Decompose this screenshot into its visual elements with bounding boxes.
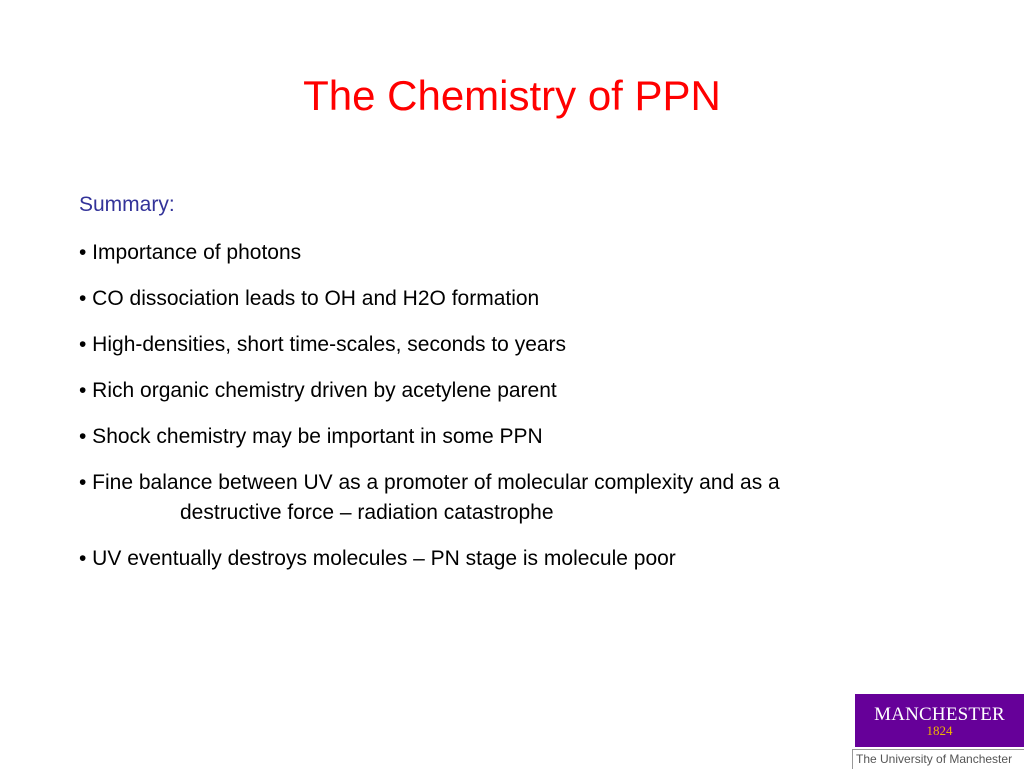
- bullet-item: [79, 544, 959, 574]
- bullet-text: • Rich organic chemistry driven by acetylene parent: [79, 379, 557, 402]
- summary-heading: Summary:: [79, 193, 175, 216]
- logo-wordmark: MANCHESTER: [874, 704, 1005, 725]
- bullet-text: • UV eventually destroys molecules – PN stage is molecule poor: [79, 547, 676, 570]
- bullet-text: • High-densities, short time-scales, seconds to years: [79, 333, 567, 356]
- university-logo: [852, 694, 1024, 768]
- bullet-text: • Fine balance between UV as a promoter of molecular complexity and as a: [79, 471, 780, 494]
- bullet-item: [79, 468, 959, 528]
- bullet-item: [79, 422, 959, 452]
- slide-title: The Chemistry of PPN: [303, 72, 721, 119]
- bullet-text: • CO dissociation leads to OH and H2O formation: [79, 287, 540, 310]
- bullet-item: [79, 238, 959, 268]
- bullet-list: [79, 238, 959, 590]
- bullet-text: • Shock chemistry may be important in some PPN: [79, 425, 543, 448]
- logo-wordmark-box: [855, 694, 1024, 747]
- bullet-item: [79, 376, 959, 406]
- logo-caption: The University of Manchester: [852, 749, 1024, 769]
- logo-year: 1824: [926, 723, 953, 738]
- bullet-continuation: destructive force – radiation catastrophe: [180, 501, 554, 524]
- bullet-item: [79, 284, 959, 314]
- bullet-text: • Importance of photons: [79, 241, 302, 264]
- bullet-item: [79, 330, 959, 360]
